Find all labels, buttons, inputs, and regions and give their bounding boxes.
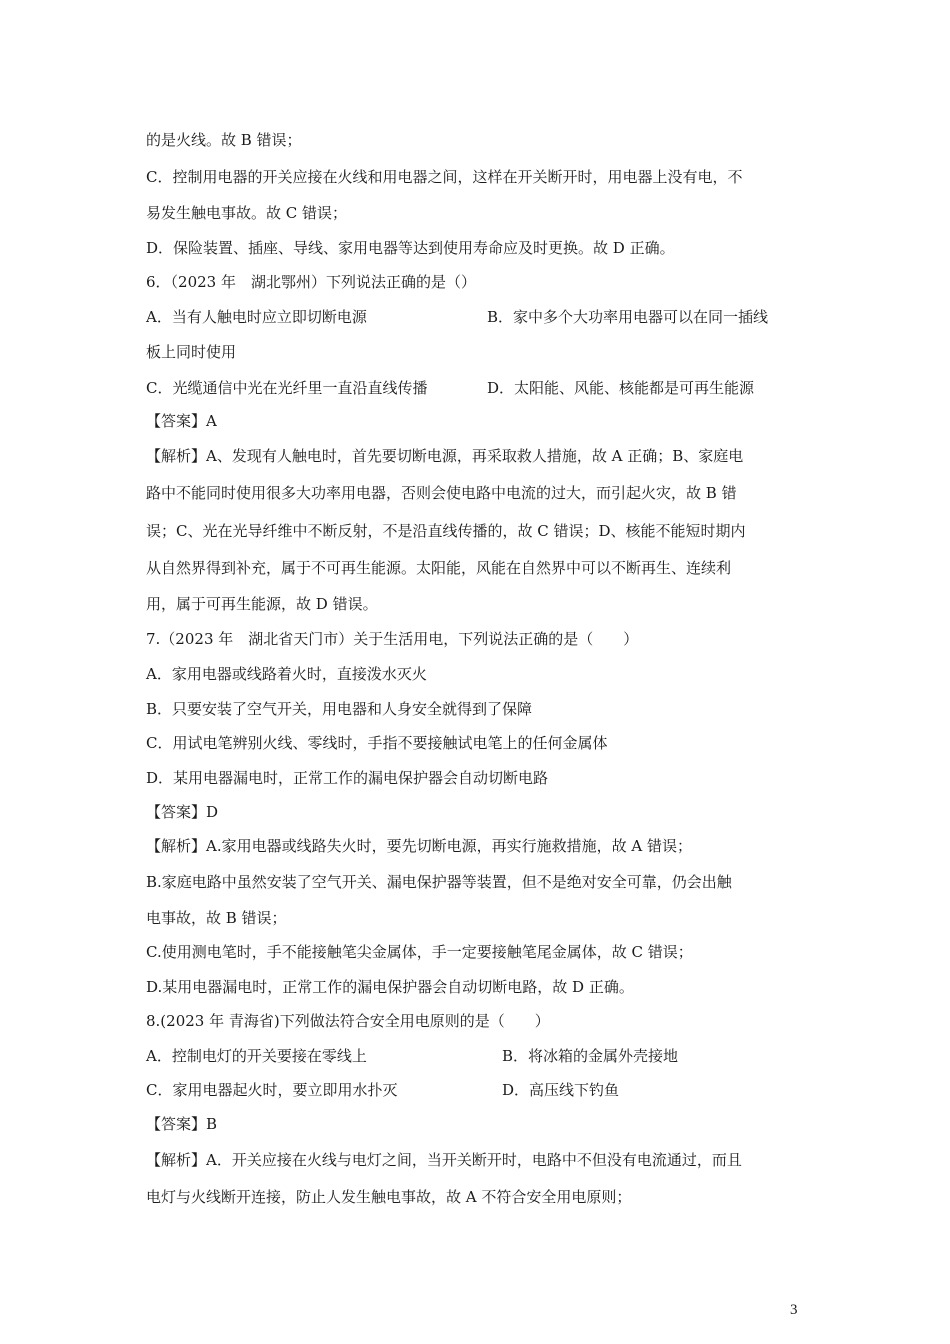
option-a: A．当有人触电时应立即切断电源 [146, 308, 367, 326]
page-number: 3 [790, 1302, 798, 1318]
text-line: 板上同时使用 [146, 343, 237, 361]
answer-line: 【答案】D [146, 803, 219, 821]
option-d: D．太阳能、风能、核能都是可再生能源 [487, 379, 755, 397]
option-a: A．控制电灯的开关要接在零线上 [146, 1047, 367, 1065]
option-c: C．家用电器起火时，要立即用水扑灭 [146, 1081, 398, 1099]
question-8-stem: 8.(2023 年 青海省)下列做法符合安全用电原则的是（ ） [146, 1012, 550, 1030]
option-c: C．光缆通信中光在光纤里一直沿直线传播 [146, 379, 428, 397]
text-line: 的是火线。故 B 错误； [146, 131, 302, 149]
option-c: C．用试电笔辨别火线、零线时，手指不要接触试电笔上的任何金属体 [146, 734, 608, 752]
analysis-line: 【解析】A、发现有人触电时，首先要切断电源，再采取救人措施，故 A 正确；B、家庭电 [146, 447, 744, 465]
analysis-line: 电事故，故 B 错误； [146, 909, 287, 927]
analysis-line: 电灯与火线断开连接，防止人发生触电事故，故 A 不符合安全用电原则； [146, 1188, 632, 1206]
option-d: D．某用电器漏电时，正常工作的漏电保护器会自动切断电路 [146, 769, 549, 787]
text-line: 易发生触电事故。故 C 错误； [146, 204, 348, 222]
analysis-line: C.使用测电笔时，手不能接触笔尖金属体，手一定要接触笔尾金属体，故 C 错误； [146, 943, 693, 961]
question-7-stem: 7.（2023 年 湖北省天门市）关于生活用电，下列说法正确的是（ ） [146, 630, 639, 648]
option-d: D．高压线下钓鱼 [502, 1081, 620, 1099]
analysis-line: 路中不能同时使用很多大功率用电器，否则会使电路中电流的过大，而引起火灾，故 B 错 [146, 484, 737, 502]
text-line: C．控制用电器的开关应接在火线和用电器之间，这样在开关断开时，用电器上没有电，不 [146, 168, 743, 186]
question-6-stem: 6．（2023 年 湖北鄂州）下列说法正确的是（） [146, 273, 476, 291]
analysis-line: 从自然界得到补充，属于不可再生能源。太阳能，风能在自然界中可以不断再生、连续利 [146, 559, 732, 577]
analysis-line: 【解析】A.家用电器或线路失火时，要先切断电源，再实行施救措施，故 A 错误； [146, 837, 692, 855]
analysis-line: 误；C、光在光导纤维中不断反射，不是沿直线传播的，故 C 错误；D、核能不能短时期内 [146, 522, 746, 540]
analysis-line: 用，属于可再生能源，故 D 错误。 [146, 595, 378, 613]
analysis-line: D.某用电器漏电时，正常工作的漏电保护器会自动切断电路，故 D 正确。 [146, 978, 634, 996]
analysis-line: 【解析】A．开关应接在火线与电灯之间，当开关断开时，电路中不但没有电流通过，而且 [146, 1151, 742, 1169]
answer-line: 【答案】B [146, 1115, 218, 1133]
option-b: B．将冰箱的金属外壳接地 [502, 1047, 679, 1065]
option-b: B．家中多个大功率用电器可以在同一插线 [487, 308, 769, 326]
analysis-line: B.家庭电路中虽然安装了空气开关、漏电保护器等装置，但不是绝对安全可靠，仍会出触 [146, 873, 732, 891]
option-a: A．家用电器或线路着火时，直接泼水灭火 [146, 665, 427, 683]
option-b: B．只要安装了空气开关，用电器和人身安全就得到了保障 [146, 700, 533, 718]
text-line: D．保险装置、插座、导线、家用电器等达到使用寿命应及时更换。故 D 正确。 [146, 239, 675, 257]
answer-line: 【答案】A [146, 412, 217, 430]
